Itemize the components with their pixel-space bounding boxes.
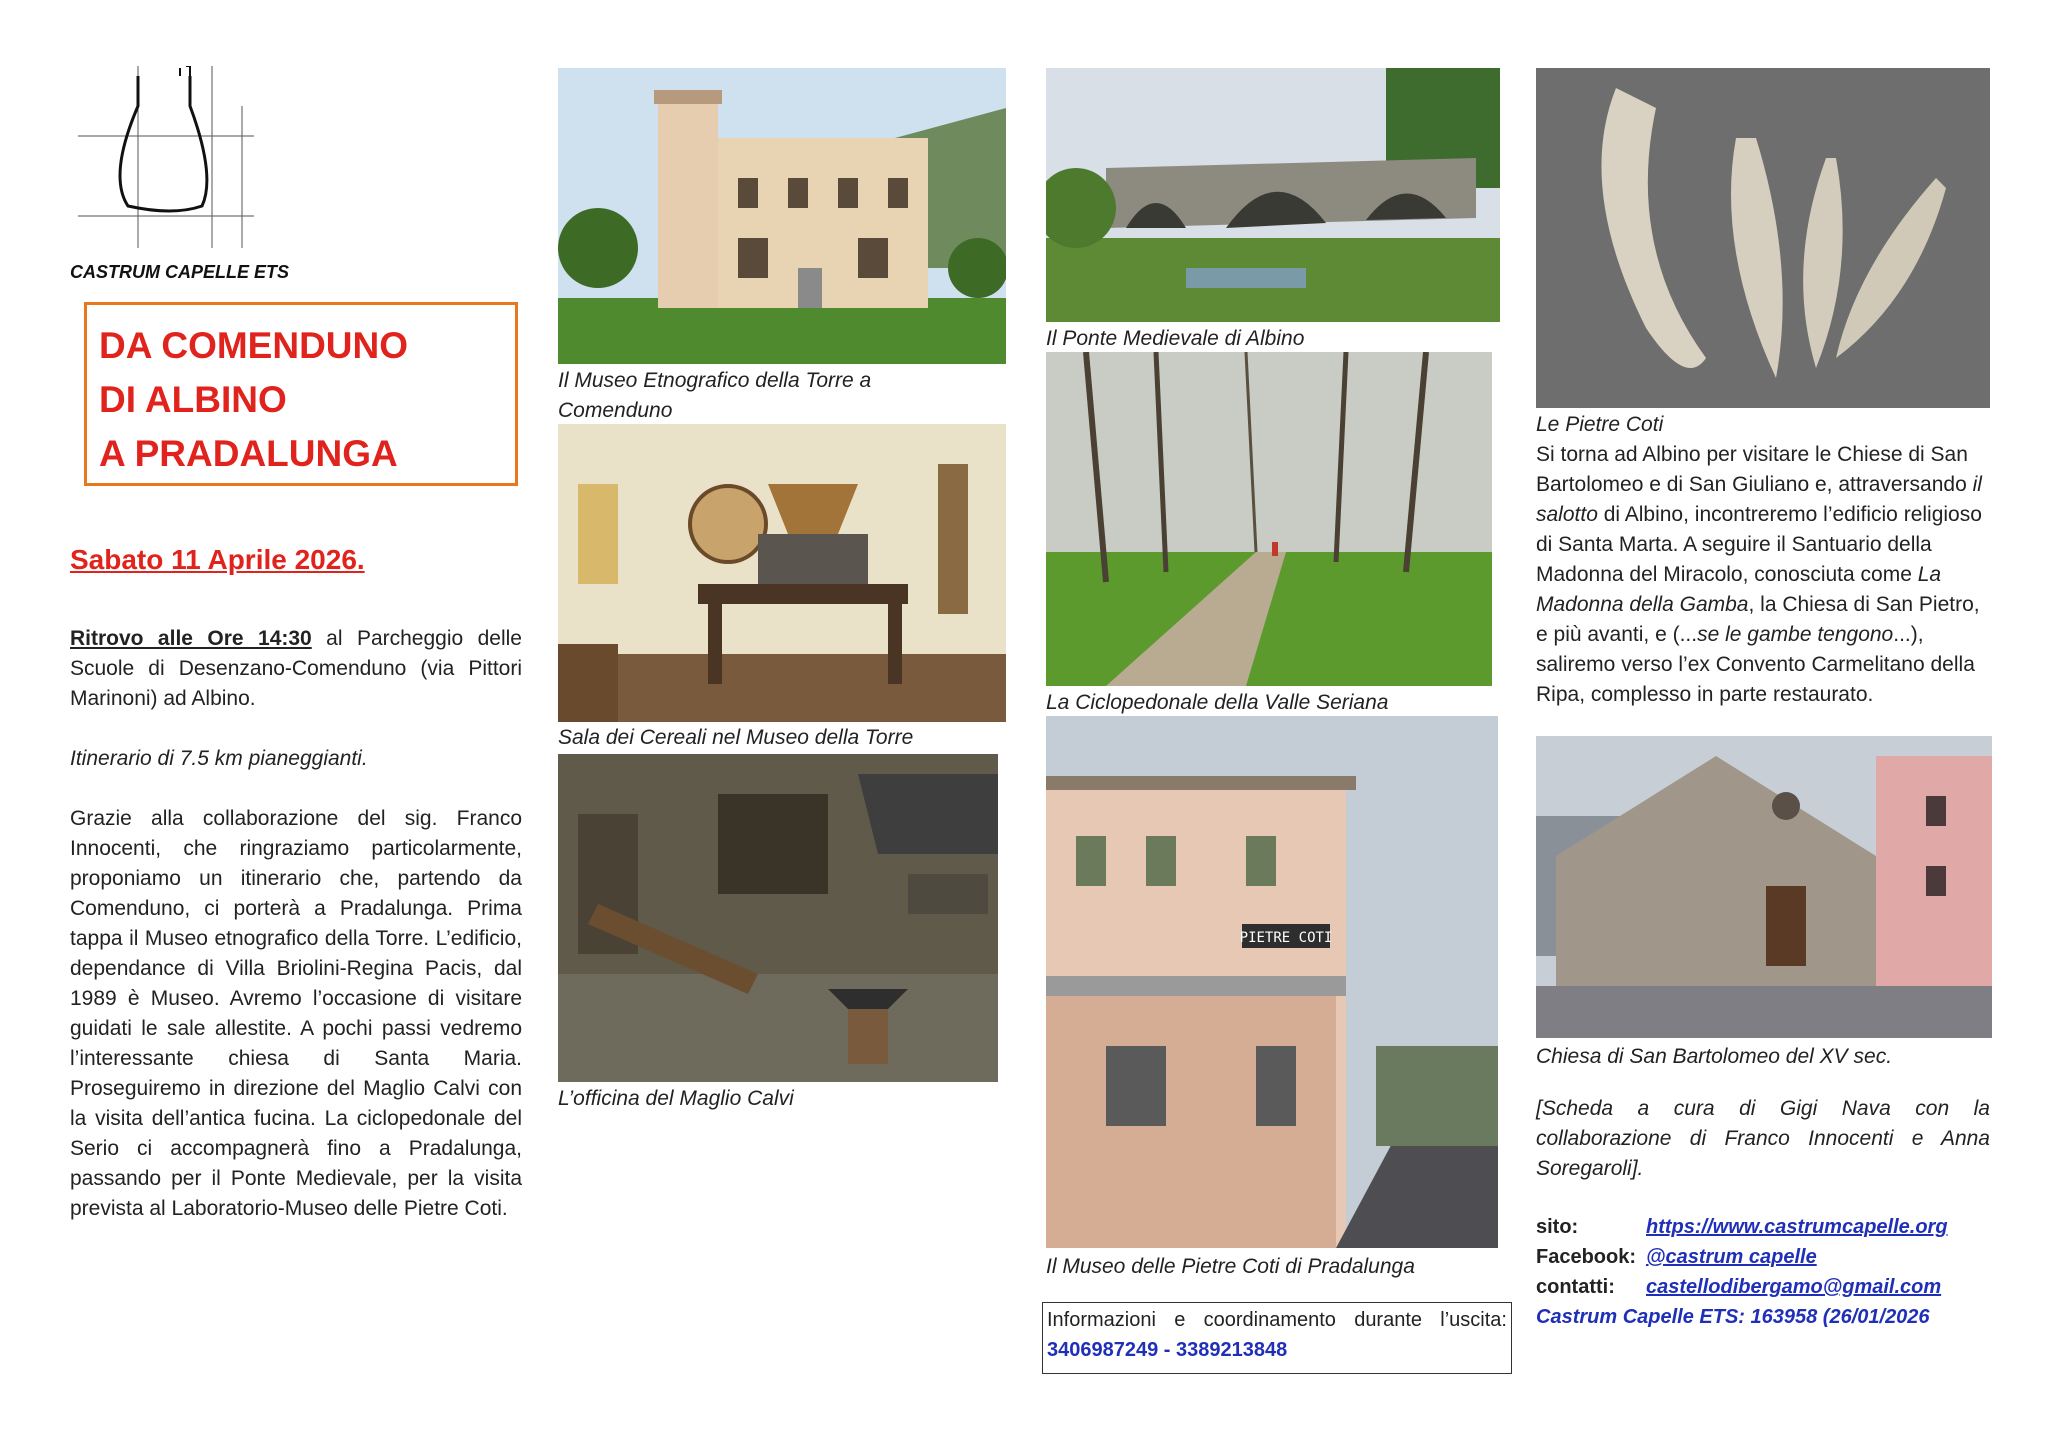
meeting-text: al Parcheggio delle Scuole di Desenzano-Comenduno (via Pittori Marinoni) ad Albino. — [70, 627, 522, 710]
facebook-row — [1536, 1242, 1996, 1272]
photo-sala-cereali — [558, 424, 1006, 722]
photo-pietre-coti — [1536, 68, 1990, 408]
itinerary-length: Itinerario di 7.5 km pianeggianti. — [70, 747, 368, 770]
photo-ciclopedonale — [1046, 352, 1492, 686]
org-name: CASTRUM CAPELLE ETS — [70, 262, 290, 282]
contacts-row — [1536, 1272, 1996, 1302]
info-phones: 3406987249 - 3389213848 — [1047, 1339, 1288, 1361]
credits: [Scheda a cura di Gigi Nava con la collaborazione di Franco Innocenti e Anna Soregaroli]. — [1536, 1097, 1990, 1180]
info-text: Informazioni e coordinamento durante l’uscita: — [1047, 1309, 1507, 1331]
right-paragraph-part: Si torna ad Albino per visitare le Chiese di San Bartolomeo e di San Giuliano e, attraversando — [1536, 443, 1973, 496]
photo-san-bartolomeo — [1536, 736, 1992, 1038]
contacts-block — [1536, 1212, 1996, 1332]
pietre-coti-sign: PIETRE COTI — [1239, 930, 1333, 946]
caption-sala-cereali: Sala dei Cereali nel Museo della Torre — [558, 726, 914, 749]
facebook-label: Facebook: — [1536, 1246, 1637, 1268]
caption-san-bartolomeo: Chiesa di San Bartolomeo del XV sec. — [1536, 1045, 1893, 1068]
caption-ponte: Il Ponte Medievale di Albino — [1046, 327, 1305, 350]
title-line-3: A PRADALUNGA — [99, 433, 398, 474]
photo-museo-coti — [1046, 716, 1498, 1248]
caption-officina: L’officina del Maglio Calvi — [558, 1087, 794, 1110]
info-box — [1042, 1302, 1512, 1374]
site-link[interactable]: https://www.castrumcapelle.org — [1646, 1216, 1948, 1238]
meeting-label: Ritrovo alle Ore 14:30 — [70, 627, 312, 650]
facebook-link[interactable]: @castrum capelle — [1646, 1246, 1817, 1268]
caption-pietre-coti: Le Pietre Coti — [1536, 413, 1664, 436]
title-box — [84, 302, 518, 486]
photo-ponte — [1046, 68, 1500, 322]
site-row — [1536, 1212, 1996, 1242]
ets-line: Castrum Capelle ETS: 163958 (26/01/2026 — [1536, 1306, 1930, 1328]
caption-ciclopedonale: La Ciclopedonale della Valle Seriana — [1046, 691, 1389, 714]
right-paragraph-part: , la Chiesa di San Pietro, e più avanti, e (... — [1536, 593, 1980, 646]
title-line-2: DI ALBINO — [99, 379, 287, 420]
caption-museo-torre: Il Museo Etnografico della Torre a Comenduno — [558, 369, 872, 422]
contacts-label: contatti: — [1536, 1276, 1615, 1298]
right-paragraph-em: il salotto — [1536, 473, 1982, 526]
event-date: Sabato 11 Aprile 2026. — [70, 544, 365, 575]
right-paragraph-em: se le gambe tengono — [1697, 623, 1894, 646]
description-paragraph: Grazie alla collaborazione del sig. Franco Innocenti, che ringraziamo particolarmente, proponiamo un itinerario che, partendo da Comenduno, ci porterà a Pradalunga. Prima tappa il Museo etnografico della Torre. L’edificio, dependance di Villa Briolini-Regina Pacis, dal 1989 è Museo. Avremo l’occasione di visitare guidati le sale allestite. A pochi passi vedremo l’interessante chiesa di Santa Maria. Proseguiremo in direzione del Maglio Calvi con la visita dell’antica fucina. La ciclopedonale del Serio ci accompagnerà fino a Pradalunga, passando per il Ponte Medievale, per la visita prevista al Laboratorio-Museo delle Pietre Coti. — [70, 807, 522, 1220]
meeting-paragraph — [70, 624, 522, 714]
site-label: sito: — [1536, 1216, 1579, 1238]
photo-museo-torre — [558, 68, 1006, 364]
photo-officina — [558, 754, 998, 1082]
title-line-1: DA COMENDUNO — [99, 325, 409, 366]
castrum-logo — [78, 66, 258, 262]
right-paragraph — [1536, 440, 1996, 710]
email-link[interactable]: castellodibergamo@gmail.com — [1646, 1276, 1942, 1298]
right-paragraph-em: La Madonna della Gamba — [1536, 563, 1942, 616]
caption-museo-coti: Il Museo delle Pietre Coti di Pradalunga — [1046, 1255, 1415, 1278]
right-paragraph-part: di Albino, incontreremo l’edificio religioso di Santa Marta. A seguire il Santuario della Madonna del Miracolo, conosciuta come — [1536, 503, 1982, 586]
right-paragraph-part: ...), saliremo verso l’ex Convento Carmelitano della Ripa, complesso in parte restaurato. — [1536, 623, 1975, 706]
